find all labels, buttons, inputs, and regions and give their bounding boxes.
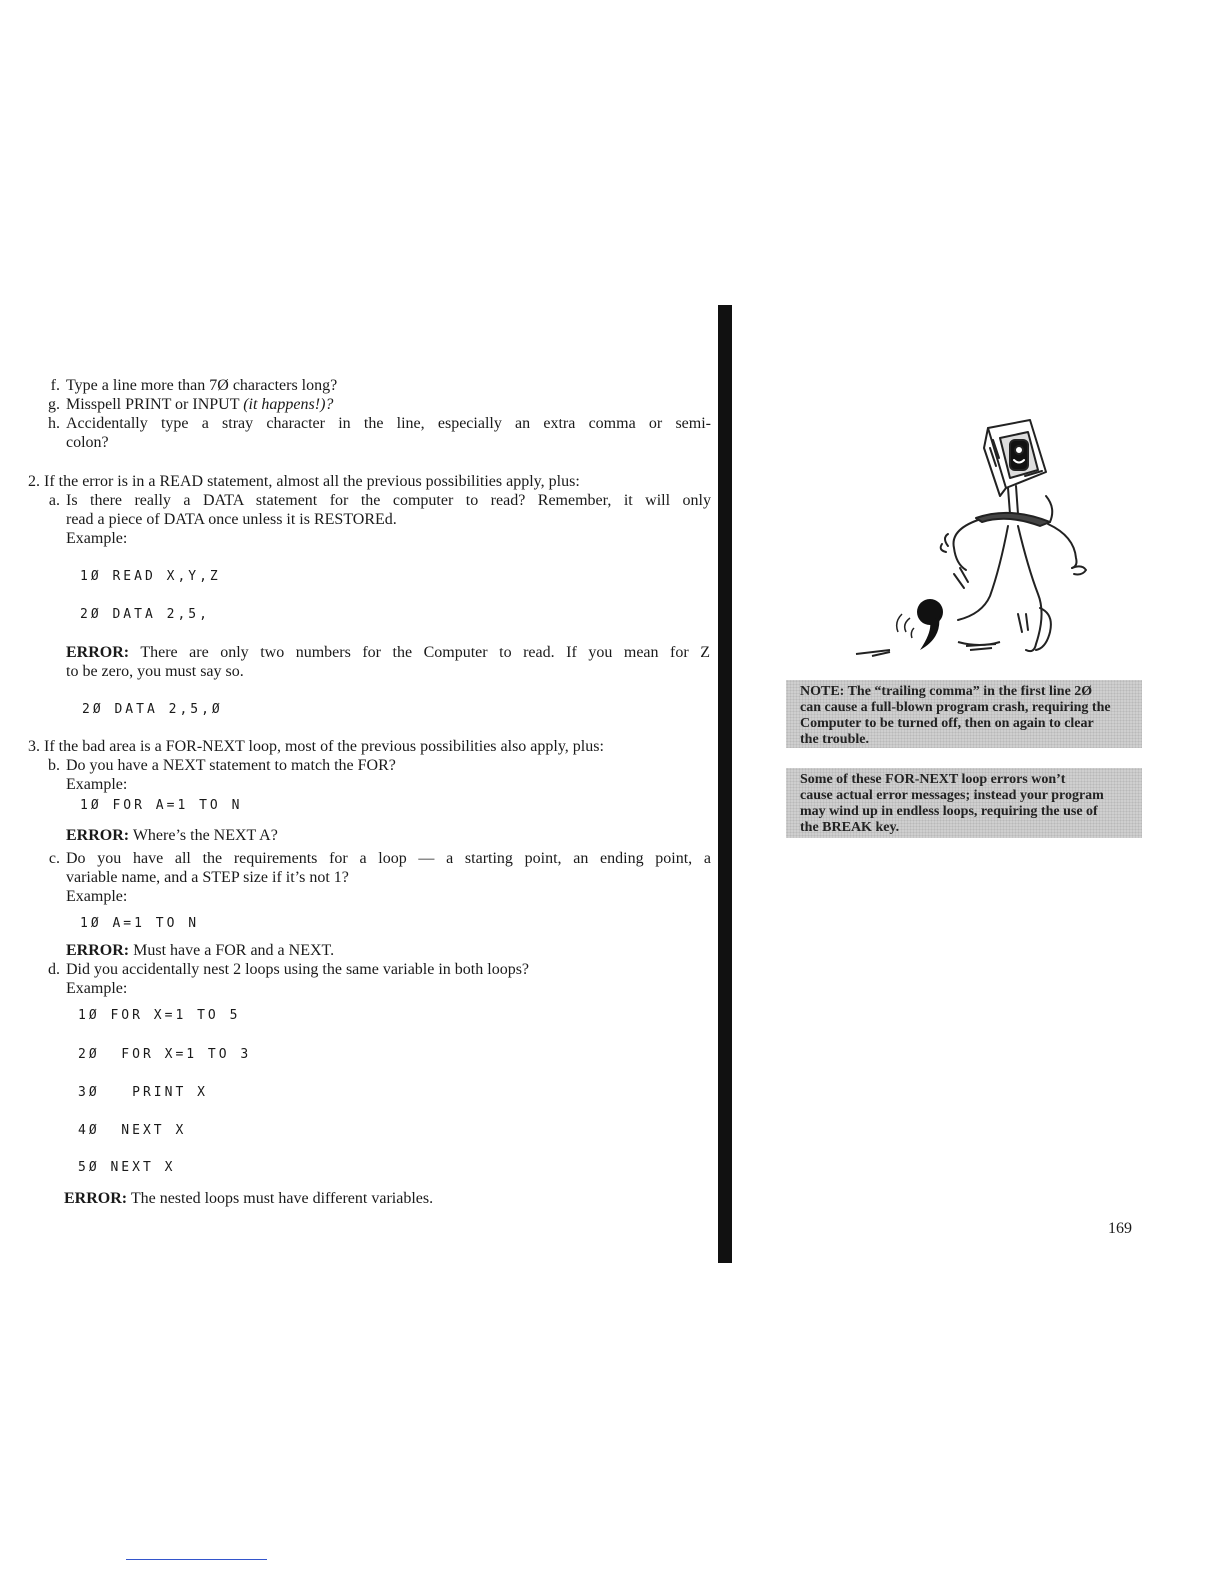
- section-2-text: If the error is in a READ statement, almost all the previous possibilities apply, plus:: [44, 473, 580, 490]
- sidebar-note-for-next: [786, 768, 1142, 838]
- item-b-text: Do you have a NEXT statement to match the FOR?: [66, 757, 396, 774]
- note-line: Some of these FOR-NEXT loop errors won’t: [800, 772, 1066, 787]
- section-3-number: 3.: [28, 738, 40, 755]
- note-line: Computer to be turned off, then on again to clear: [800, 716, 1094, 731]
- section-2-heading: [28, 472, 580, 491]
- item-g-text: Misspell PRINT or INPUT: [66, 396, 244, 413]
- error-label: ERROR:: [64, 1190, 128, 1207]
- item-c-example: Example:: [66, 888, 128, 905]
- item-h-label: h.: [48, 415, 60, 432]
- item-h-line1: Accidentally type a stray character in the line, especially an extra comma or semi-: [66, 415, 711, 432]
- section-3-text: If the bad area is a FOR-NEXT loop, most of the previous possibilities also apply, plus:: [44, 738, 604, 755]
- item-d-error: [64, 1189, 433, 1208]
- error-label: ERROR:: [66, 942, 130, 959]
- item-a-label: a.: [48, 492, 60, 509]
- code-line: 2Ø DATA 2,5,: [80, 607, 210, 622]
- section-2-error: [66, 643, 710, 681]
- error-label: ERROR:: [66, 644, 130, 661]
- code-line: 1Ø A=1 TO N: [80, 916, 200, 931]
- code-line: 1Ø FOR A=1 TO N: [80, 798, 243, 813]
- error-text: Where’s the NEXT A?: [129, 827, 278, 844]
- error-text: There are only two numbers for the Computer to read. If you mean for Z: [129, 644, 710, 661]
- code-line: 4Ø NEXT X: [78, 1123, 187, 1138]
- item-d-example: Example:: [66, 980, 128, 997]
- section-2-number: 2.: [28, 473, 40, 490]
- note-line: the BREAK key.: [800, 820, 900, 835]
- item-c-line2: variable name, and a STEP size if it’s not 1?: [66, 869, 349, 886]
- item-h-line2: colon?: [66, 434, 109, 451]
- note-line: may wind up in endless loops, requiring the use of: [800, 804, 1098, 819]
- error-text: The nested loops must have different variables.: [127, 1190, 434, 1207]
- error-label: ERROR:: [66, 827, 130, 844]
- item-c-label: c.: [48, 850, 60, 867]
- item-b-label: b.: [48, 757, 60, 774]
- note-line: NOTE: The “trailing comma” in the first line 2Ø: [800, 684, 1093, 699]
- code-line: 2Ø FOR X=1 TO 3: [78, 1047, 252, 1062]
- item-d-label: d.: [48, 961, 60, 978]
- item-f-text: Type a line more than 7Ø characters long?: [66, 377, 338, 394]
- margin-bar: [718, 305, 732, 1263]
- code-line: 5Ø NEXT X: [78, 1160, 176, 1175]
- item-b-example: Example:: [66, 776, 128, 793]
- footer-rule: [126, 1559, 267, 1560]
- sidebar-note-trailing-comma: [786, 680, 1142, 748]
- note-line: cause actual error messages; instead your program: [800, 788, 1104, 803]
- error-text-line2: to be zero, you must say so.: [66, 663, 244, 680]
- item-a-example: Example:: [66, 530, 128, 547]
- item-d-text: Did you accidentally nest 2 loops using the same variable in both loops?: [66, 961, 530, 978]
- note-line: the trouble.: [800, 732, 869, 747]
- item-a-line2: read a piece of DATA once unless it is RESTOREd.: [66, 511, 397, 528]
- code-line: 2Ø DATA 2,5,Ø: [82, 702, 223, 717]
- item-f-label: f.: [50, 377, 60, 394]
- item-g-label: g.: [48, 396, 60, 413]
- error-text: Must have a FOR and a NEXT.: [129, 942, 335, 959]
- code-line: 1Ø FOR X=1 TO 5: [78, 1008, 241, 1023]
- code-line: 3Ø PRINT X: [78, 1085, 208, 1100]
- item-c-error: [66, 941, 334, 960]
- computer-character-illustration: [850, 418, 1110, 663]
- note-line: can cause a full-blown program crash, requiring the: [800, 700, 1111, 715]
- item-c-line1: Do you have all the requirements for a loop — a starting point, an ending point, a: [66, 850, 711, 867]
- item-a-line1: Is there really a DATA statement for the computer to read? Remember, it will only: [66, 492, 711, 509]
- item-b-error: [66, 826, 278, 845]
- section-3-heading: [28, 737, 604, 756]
- page-number: 169: [1108, 1220, 1132, 1237]
- code-line: 1Ø READ X,Y,Z: [80, 569, 221, 584]
- item-g-italic: (it happens!)?: [243, 396, 334, 413]
